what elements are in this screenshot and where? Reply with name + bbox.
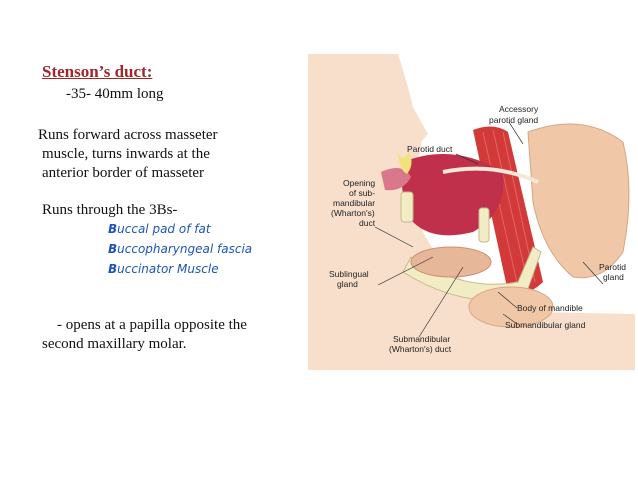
label-body-mandible: Body of mandible — [517, 303, 583, 313]
label-parotid-duct: Parotid duct — [407, 144, 453, 154]
three-bs-item: Buccinator Muscle — [108, 262, 219, 276]
three-bs-intro: Runs through the 3Bs- — [42, 202, 178, 218]
course-line-1: Runs forward across masseter — [38, 127, 218, 143]
opening-line-1: - opens at a papilla opposite the — [42, 317, 247, 333]
label-accessory: Accessory — [499, 104, 539, 114]
label-submand-duct-1: Submandibular — [393, 334, 451, 344]
label-submand-gland: Submandibular gland — [505, 320, 586, 330]
label-parotid-gland-2: gland — [603, 272, 624, 282]
three-bs-item: Buccopharyngeal fascia — [108, 242, 253, 256]
label-opening-4: (Wharton's) — [331, 208, 375, 218]
label-opening-1: Opening — [343, 178, 376, 188]
label-parotid-gland-1: Parotid — [599, 262, 626, 272]
course-line-2: muscle, turns inwards at the — [42, 146, 210, 162]
label-submand-duct-2: (Wharton's) duct — [389, 344, 452, 354]
course-line-3: anterior border of masseter — [42, 165, 205, 181]
parotid-gland-shape — [528, 124, 629, 278]
opening-line-2: second maxillary molar. — [42, 336, 187, 352]
label-sublingual-2: gland — [337, 279, 358, 289]
molar-tooth — [479, 208, 489, 242]
salivary-gland-illustration — [303, 52, 635, 370]
three-bs-item: Buccal pad of fat — [108, 222, 211, 236]
label-opening-3: mandibular — [333, 198, 376, 208]
duct-length-text: -35- 40mm long — [66, 86, 164, 102]
incisor-tooth — [401, 192, 413, 222]
label-accessory-2: parotid gland — [489, 115, 539, 125]
label-opening-5: duct — [359, 218, 376, 228]
label-opening-2: of sub- — [349, 188, 375, 198]
label-sublingual-1: Sublingual — [329, 269, 369, 279]
slide-title: Stenson’s duct: — [42, 62, 153, 81]
